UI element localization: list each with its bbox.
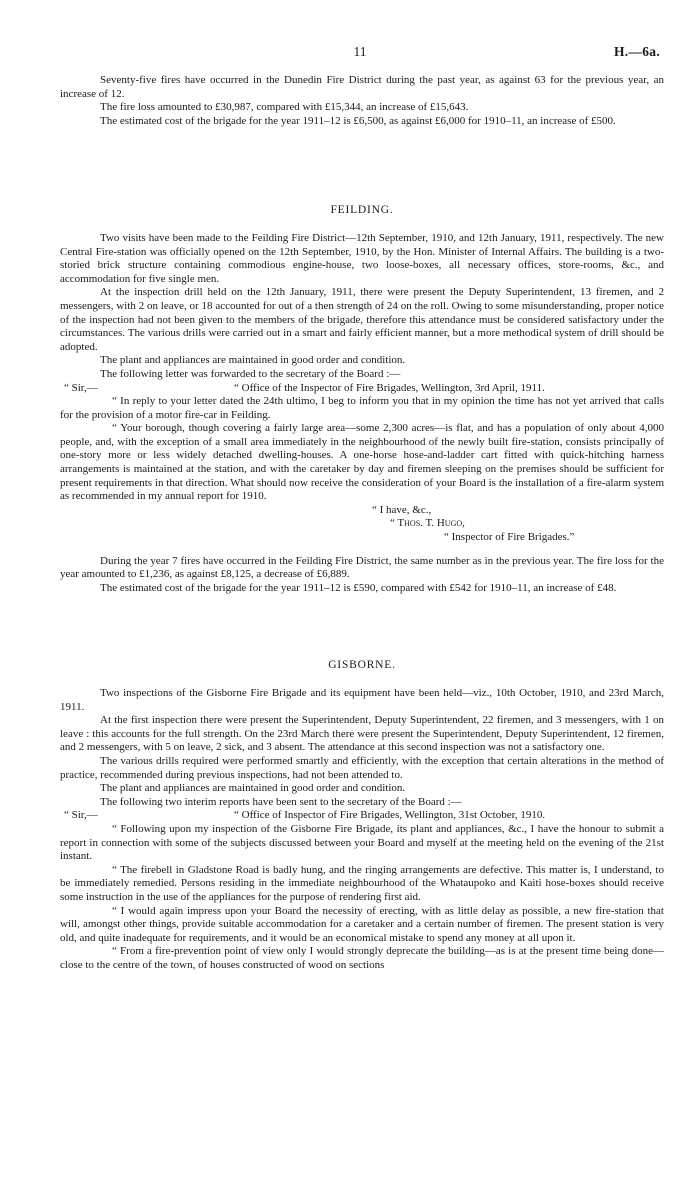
feilding-paragraph-6: The estimated cost of the brigade for the year 1911–12 is £590, compared with £542 for 1910–11, an increase of £48. (100, 581, 617, 594)
gisborne-paragraph-2: At the first inspection there were present the Superintendent, Deputy Superintendent, 22 firemen, and 3 messengers, with 1 on leave : this accounts for the full strength. On the 23rd March there were present the Superintendent, Deputy Superintendent, 12 firemen, and 2 messengers, with 5 on leave, 2 sick, and 3 absent. The attendance at this second inspection was not a satisfactory one. (60, 714, 664, 754)
dunedin-paragraph-3: The estimated cost of the brigade for the year 1911–12 is £6,500, as against £6,000 for 1910–11, an increase of £500. (100, 114, 616, 127)
letter-closing: “ I have, &c., (372, 503, 432, 516)
feilding-letter (60, 382, 664, 545)
page-body (60, 74, 664, 972)
letter-signature-title: “ Inspector of Fire Brigades.” (444, 531, 575, 544)
feilding-letter-header (60, 382, 664, 396)
letter-office-line: “ Office of the Inspector of Fire Brigades, Wellington, 3rd April, 1911. (234, 381, 545, 394)
page-number: 11 (353, 44, 367, 59)
feilding-letter-paragraph-1: “ In reply to your letter dated the 24th ultimo, I beg to inform you that in my opinion the time has not yet arrived that calls for the provision of a motor fire-car in Feilding. (60, 395, 664, 421)
feilding-paragraph-2: At the inspection drill held on the 12th January, 1911, there were present the Deputy Superintendent, 13 firemen, and 2 messengers, with 2 on leave, or 18 accounted for out of a then strength of 24 on the roll. Owing to some misunderstanding, proper notice of the inspection had not been given to the members of the brigade, therefore this attendance must be considered satisfactory under the circumstances. The various drills were carried out in a smart and fairly efficient manner, but a more methodical system of drill should be adopted. (60, 286, 664, 353)
letter-salutation: “ Sir,— (64, 381, 98, 394)
gisborne-paragraph-4: The plant and appliances are maintained in good order and condition. (100, 782, 406, 795)
gisborne-letter-paragraph-4: “ From a fire-prevention point of view only I would strongly deprecate the building—as is at the present time being done—close to the centre of the town, of houses constructed of wood on sections (60, 945, 664, 971)
page-header (60, 44, 660, 64)
dunedin-paragraph-2: The fire loss amounted to £30,987, compared with £15,344, an increase of £15,643. (100, 101, 469, 114)
gisborne-letter-paragraph-1: “ Following upon my inspection of the Gisborne Fire Brigade, its plant and appliances, &c., I have the honour to submit a report in connection with some of the subjects discussed between your Board and myself at the meeting held on the evening of the 21st instant. (60, 822, 664, 863)
gisborne-letter (60, 809, 664, 972)
gisborne-paragraph-5: The following two interim reports have been sent to the secretary of the Board :— (100, 795, 462, 808)
paper-reference: H.—6a. (613, 44, 660, 59)
feilding-paragraph-5: During the year 7 fires have occurred in the Feilding Fire District, the same number as in the previous year. The fire loss for the year amounted to £1,236, as against £8,125, a decrease of £6,889. (60, 554, 664, 581)
feilding-paragraph-4: The following letter was forwarded to the secretary of the Board :— (100, 367, 401, 380)
letter-salutation: “ Sir,— (64, 809, 98, 822)
section-heading-gisborne: GISBORNE. (328, 659, 396, 672)
dunedin-paragraph-1: Seventy-five fires have occurred in the Dunedin Fire District during the past year, as against 63 for the previous year, an increase of 12. (60, 74, 664, 100)
feilding-paragraph-1: Two visits have been made to the Feilding Fire District—12th September, 1910, and 12th January, 1911, respectively. The new Central Fire-station was officially opened on the 12th September, 1910, by the Hon. Minister of Internal Affairs. The building is a two-storied brick structure containing commodious engine-house, two loose-boxes, all necessary offices, store-rooms, &c., and accommodation for five single men. (60, 231, 664, 285)
gisborne-paragraph-1: Two inspections of the Gisborne Fire Brigade and its equipment have been held—viz., 10th October, 1910, and 23rd March, 1911. (60, 687, 664, 713)
section-heading-feilding: FEILDING. (330, 204, 394, 217)
gisborne-letter-paragraph-3: “ I would again impress upon your Board the necessity of erecting, with as little delay as possible, a new fire-station that will, amongst other things, provide suitable accommodation for a caretaker and a certain number of firemen. The present station is very old, and quite inadequate for requirements, and it would be an economical mistake to spend any money at all upon it. (60, 904, 664, 944)
letter-office-line: “ Office of Inspector of Fire Brigades, Wellington, 31st October, 1910. (234, 809, 546, 822)
feilding-letter-paragraph-2: “ Your borough, though covering a fairly large area—some 2,300 acres—is flat, and has a population of only about 4,000 people, and, with the exception of a small area immediately in the neighbourhood of the newly built fire-station, consists principally of one-story more or less widely detached dwelling-houses. A one-horse hose-and-ladder cart fitted with quick-hitching harness arrangements is maintained at the station, and with the caretaker by day and firemen sleeping on the premises should be sufficient for present requirements in that direction. What should now receive the consideration of your Board is the installation of a fire-alarm system as recommended in my annual report for 1910. (60, 422, 664, 503)
letter-signature: “ Thos. T. Hugo, (390, 517, 465, 530)
gisborne-paragraph-3: The various drills required were performed smartly and efficiently, with the exception that certain alterations in the method of practice, recommended during previous inspections, had not been attended to. (60, 754, 664, 781)
gisborne-letter-header (60, 809, 664, 823)
gisborne-letter-paragraph-2: “ The firebell in Gladstone Road is badly hung, and the ringing arrangements are defective. This matter is, I understand, to be immediately remedied. Persons residing in the immediate neighbourhood of the Whataupoko and Kaiti hose-boxes should receive some instruction in the use of the appliances for the purpose of rendering first aid. (60, 863, 664, 903)
feilding-paragraph-3: The plant and appliances are maintained in good order and condition. (100, 354, 406, 367)
